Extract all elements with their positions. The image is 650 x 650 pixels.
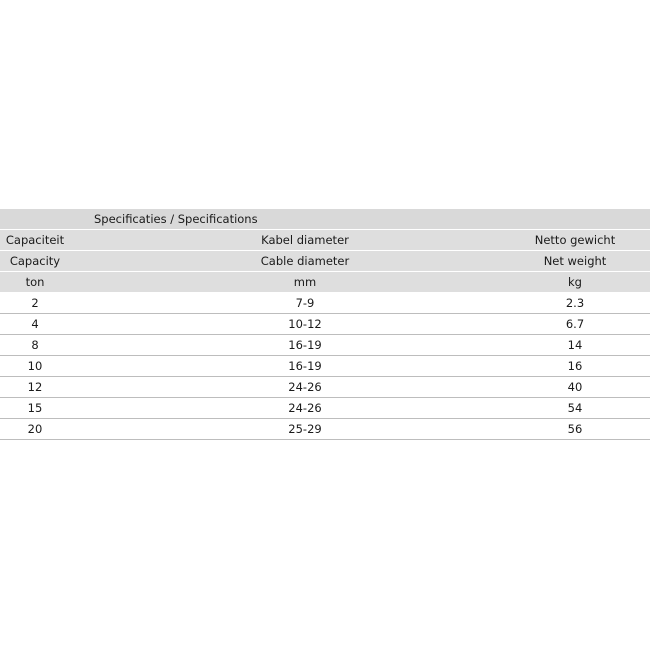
table-row bbox=[0, 314, 650, 335]
specifications-table bbox=[0, 209, 650, 440]
capacity-cell: 10 bbox=[27, 359, 43, 373]
capacity-cell: 4 bbox=[31, 317, 39, 331]
diameter-cell: 7-9 bbox=[295, 296, 315, 310]
table-row bbox=[0, 335, 650, 356]
table-row bbox=[0, 377, 650, 398]
diameter-cell: 24-26 bbox=[288, 380, 322, 394]
capacity-cell: 2 bbox=[31, 296, 39, 310]
weight-cell: 56 bbox=[567, 422, 583, 436]
header-capacity-nl: Capaciteit bbox=[5, 233, 65, 247]
capacity-cell: 20 bbox=[27, 422, 43, 436]
header-cable-diameter-en: Cable diameter bbox=[260, 254, 350, 268]
header-net-weight-en: Net weight bbox=[543, 254, 607, 268]
weight-cell: 16 bbox=[567, 359, 583, 373]
header-unit-capacity: ton bbox=[25, 275, 45, 289]
weight-cell: 6.7 bbox=[565, 317, 585, 331]
table-row bbox=[0, 419, 650, 440]
table-title: Specificaties / Specifications bbox=[94, 212, 258, 226]
table-title-row bbox=[0, 209, 650, 230]
capacity-cell: 8 bbox=[31, 338, 39, 352]
capacity-cell: 12 bbox=[27, 380, 43, 394]
header-net-weight-nl: Netto gewicht bbox=[534, 233, 616, 247]
diameter-cell: 25-29 bbox=[288, 422, 322, 436]
header-row-dutch bbox=[0, 230, 650, 251]
header-row-english bbox=[0, 251, 650, 272]
capacity-cell: 15 bbox=[27, 401, 43, 415]
weight-cell: 14 bbox=[567, 338, 583, 352]
header-unit-diameter: mm bbox=[293, 275, 317, 289]
header-unit-weight: kg bbox=[568, 275, 582, 289]
header-cable-diameter-nl: Kabel diameter bbox=[261, 233, 349, 247]
table-row bbox=[0, 398, 650, 419]
header-capacity-en: Capacity bbox=[9, 254, 61, 268]
diameter-cell: 16-19 bbox=[288, 338, 322, 352]
header-row-units bbox=[0, 272, 650, 293]
diameter-cell: 24-26 bbox=[288, 401, 322, 415]
table-row bbox=[0, 356, 650, 377]
diameter-cell: 10-12 bbox=[288, 317, 322, 331]
weight-cell: 2.3 bbox=[565, 296, 585, 310]
weight-cell: 40 bbox=[567, 380, 583, 394]
weight-cell: 54 bbox=[567, 401, 583, 415]
diameter-cell: 16-19 bbox=[288, 359, 322, 373]
table-row bbox=[0, 293, 650, 314]
